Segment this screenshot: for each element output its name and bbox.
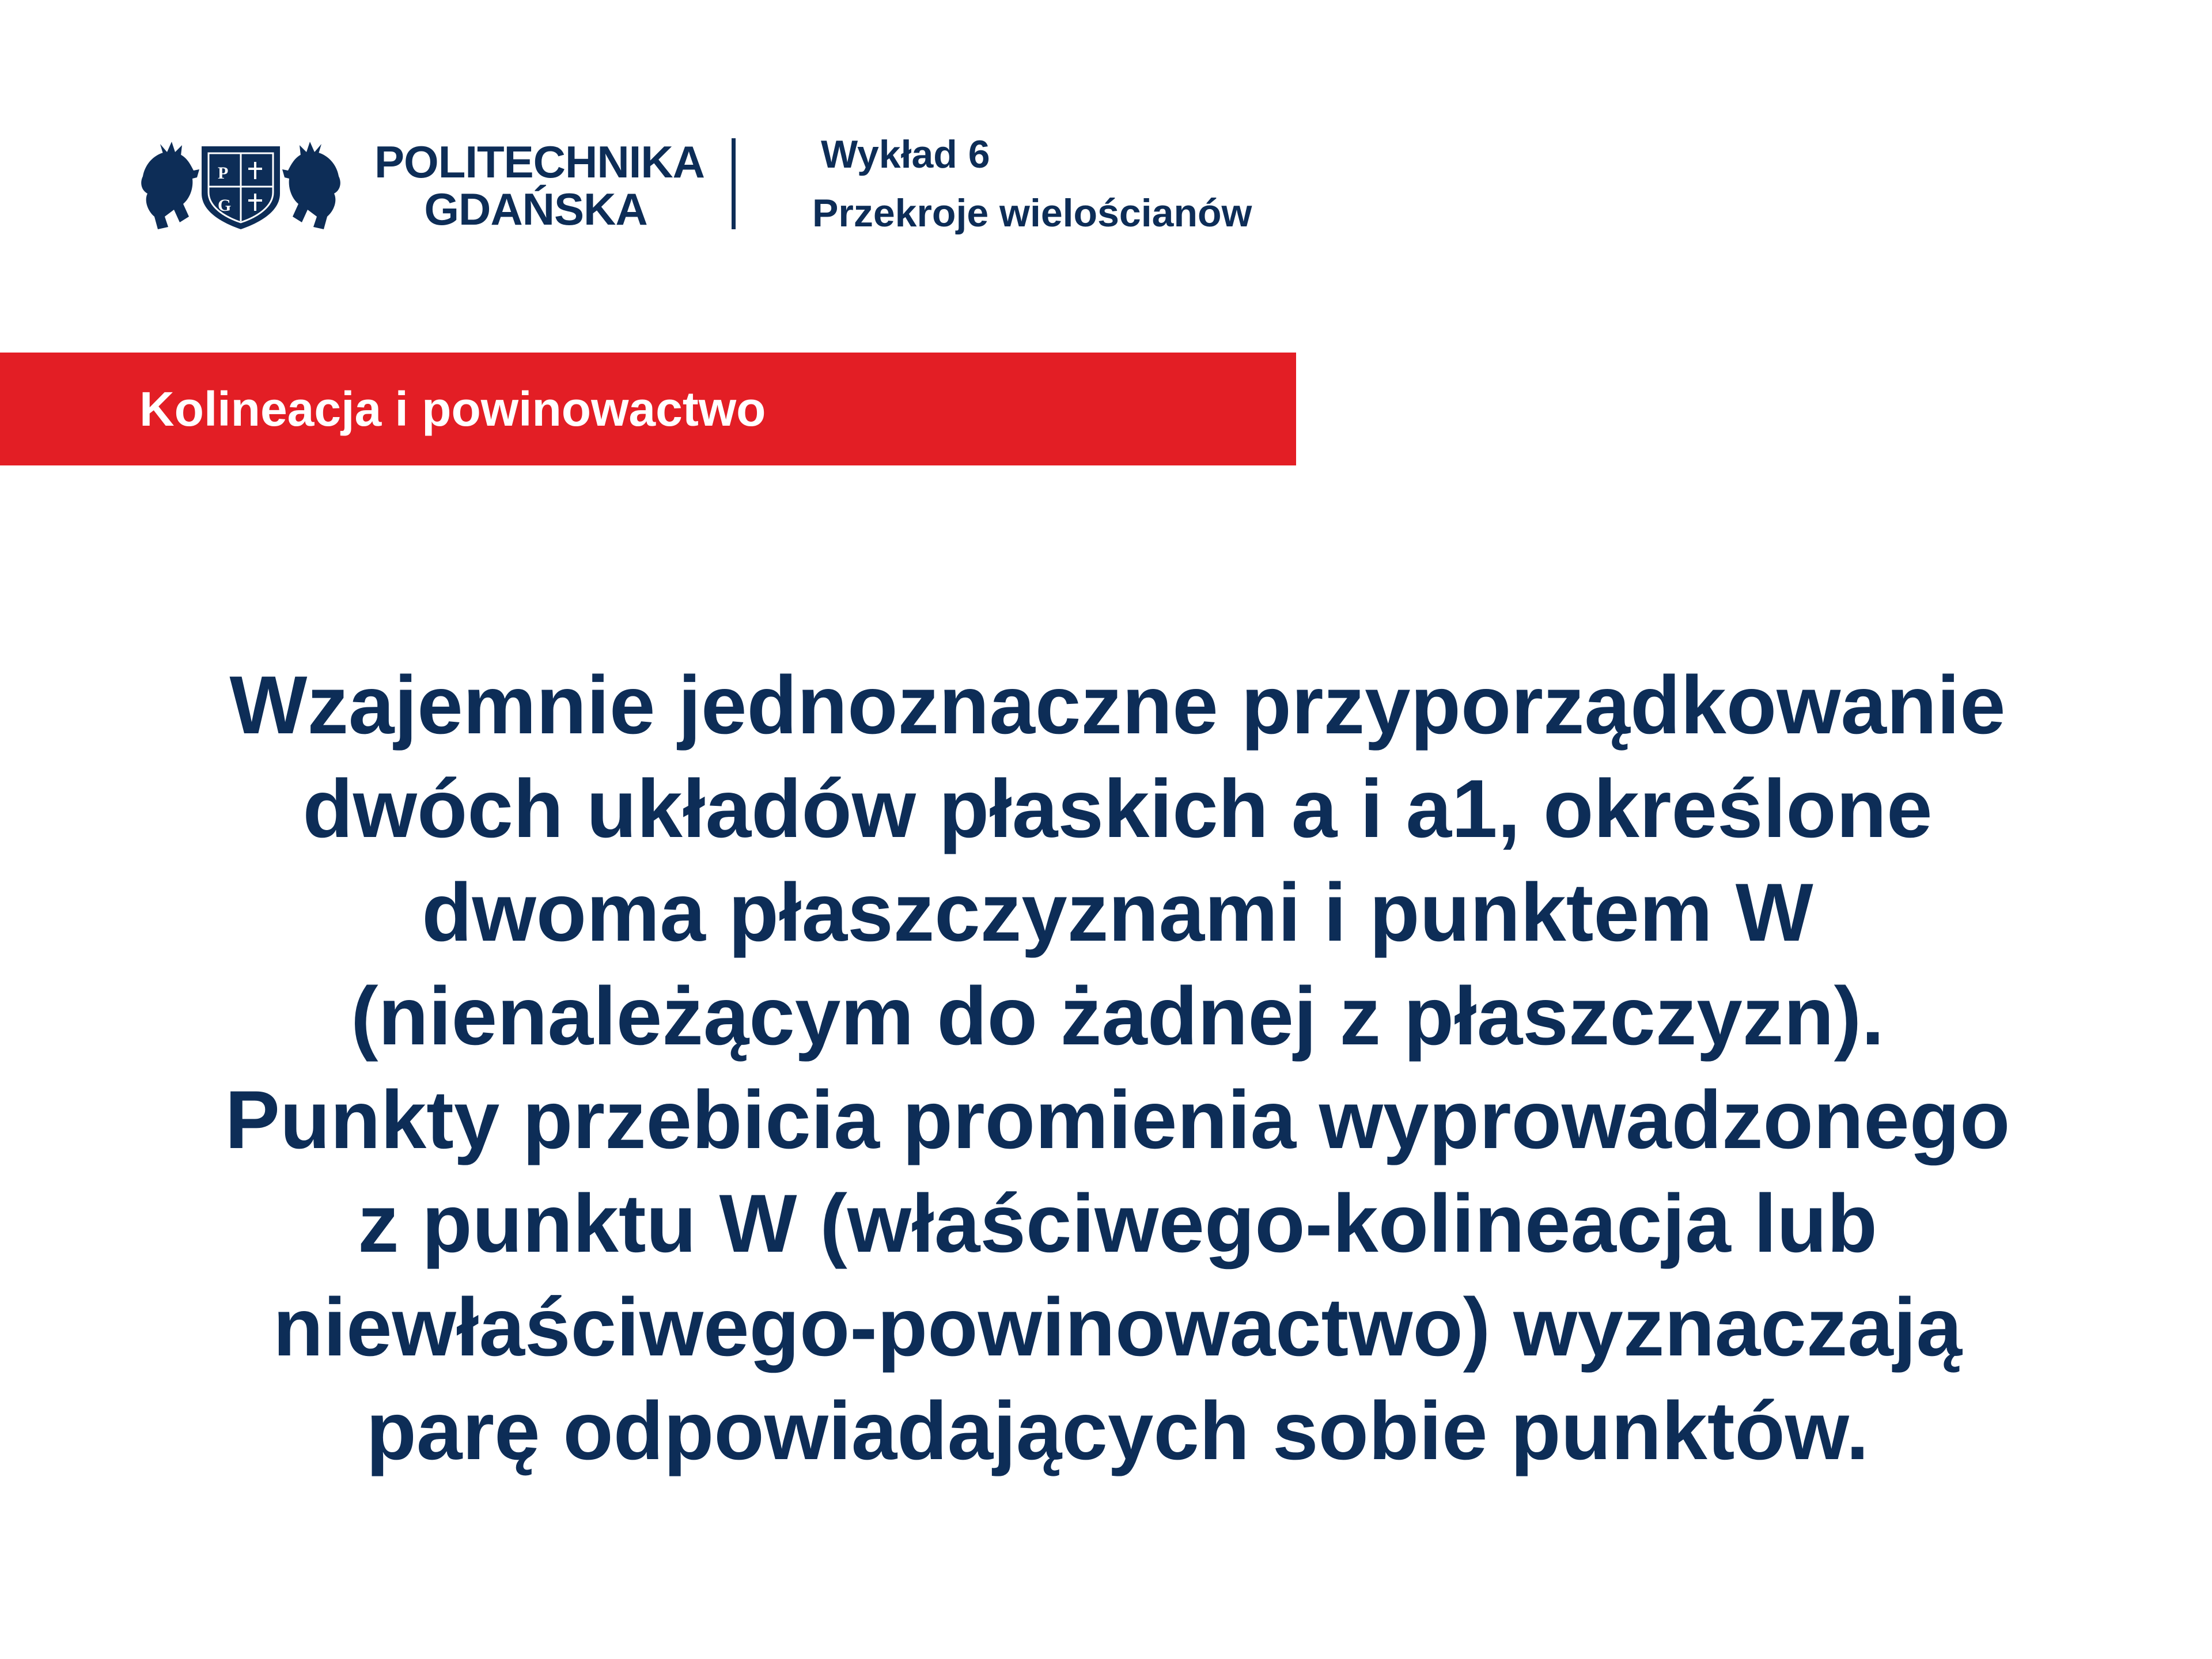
definition-text (127, 654, 2108, 1483)
section-title: Kolineacja i powinowactwo (139, 382, 766, 436)
university-name (374, 137, 704, 234)
definition-line-8: parę odpowiadających sobie punktów. (366, 1385, 1869, 1477)
university-name-line1: POLITECHNIKA (374, 137, 704, 187)
definition-line-5: Punkty przebicia promienia wyprowadzonego (225, 1074, 2010, 1166)
lions-shield-crest-icon (137, 136, 344, 234)
logo-letter-g: G (218, 196, 232, 215)
section-banner (0, 353, 1296, 465)
university-name-line2: GDAŃSKA (424, 184, 647, 234)
header-divider (732, 138, 736, 229)
lecture-title: Przekroje wielościanów (812, 191, 1252, 235)
definition-line-6: z punktu W (właściwego-kolineacja lub (358, 1178, 1877, 1270)
university-logo (137, 136, 344, 234)
logo-letter-p: P (218, 164, 229, 183)
definition-line-3: dwoma płaszczyznami i punktem W (422, 867, 1813, 959)
lecture-number: Wykład 6 (821, 132, 990, 176)
definition-line-7: niewłaściwego-powinowactwo) wyznaczają (272, 1282, 1963, 1373)
definition-line-1: Wzajemnie jednoznaczne przyporządkowanie (229, 660, 2006, 751)
definition-line-2: dwóch układów płaskich a i a1, określone (302, 763, 1933, 855)
definition-line-4: (nienależącym do żadnej z płaszczyzn). (350, 971, 1885, 1062)
